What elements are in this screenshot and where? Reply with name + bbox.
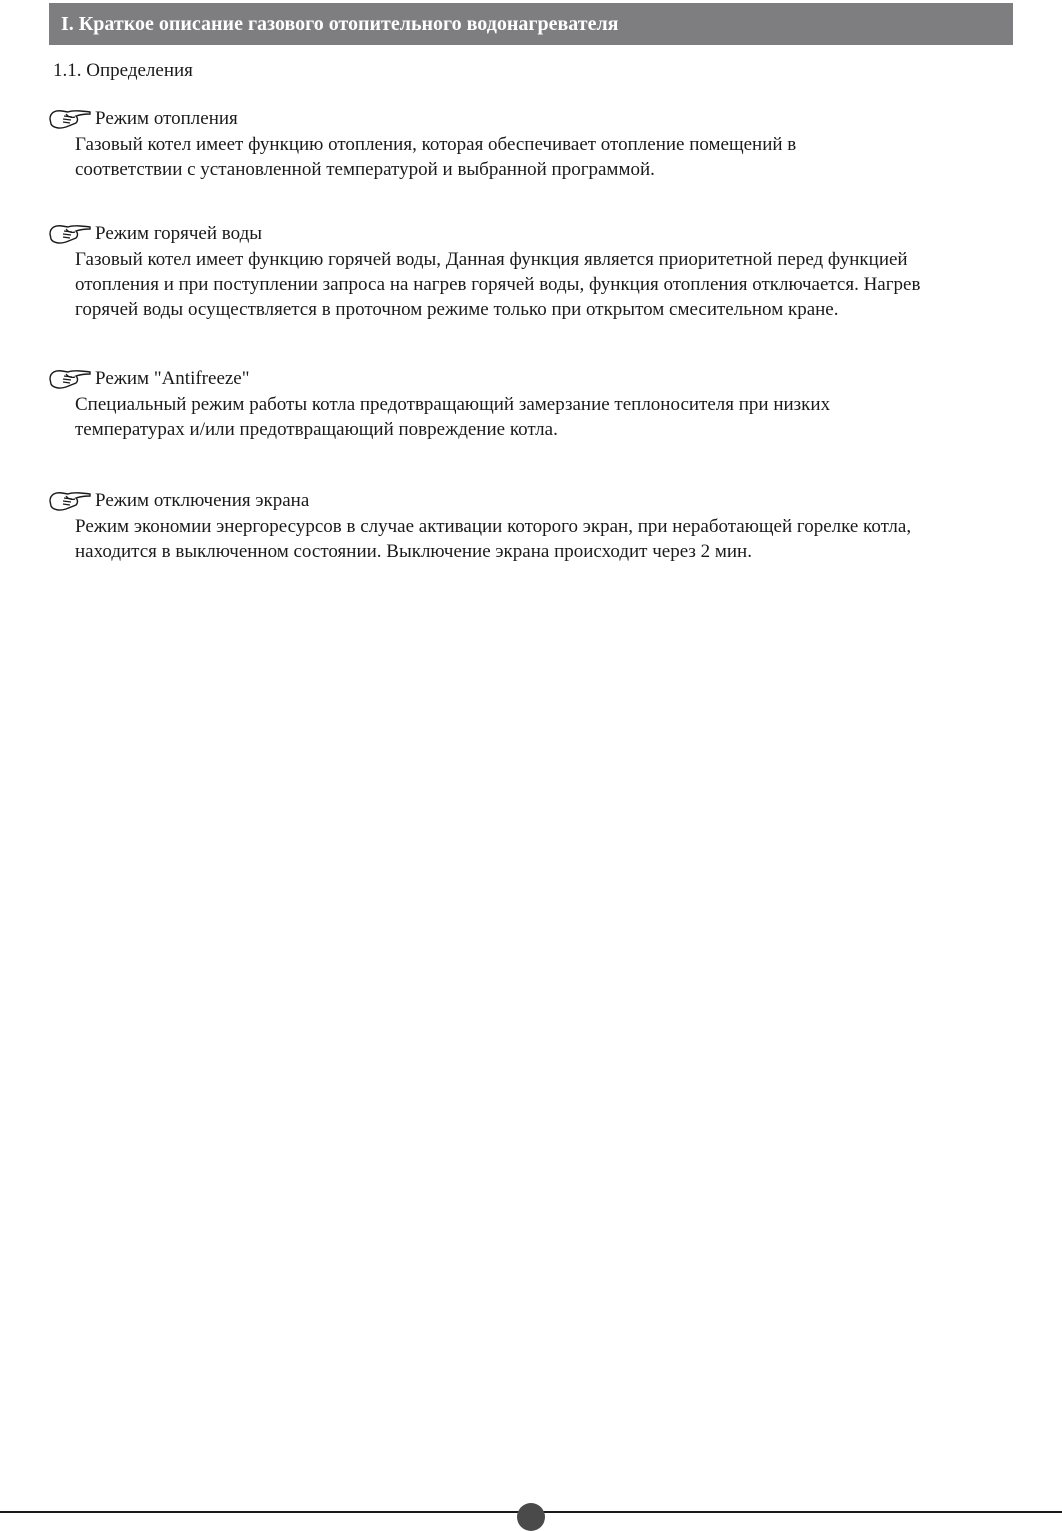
section-title: Режим горячей воды [95,223,263,244]
section-body: Режим экономии энергоресурсов в случае активации которого экран, при неработающей горелке котла, находится в выключенном состоянии. Выключение экрана происходит через 2 мин. [75,516,912,562]
section-header-title: I. Краткое описание газового отопительного водонагревателя [61,12,619,35]
section-screen-off-mode [48,489,1018,564]
section-title-row [48,107,1018,131]
section-body: Газовый котел имеет функцию горячей воды, Данная функция является приоритетной перед функцией отопления и при поступлении запроса на нагрев горячей воды, функция отопления отключается. Нагрев горячей воды осуществляется в проточном режиме только при открытом смесительном кране. [75,249,921,320]
pointing-hand-icon [48,108,92,130]
section-body: Газовый котел имеет функцию отопления, которая обеспечивает отопление помещений в соответствии с установленной температурой и выбранной программой. [75,134,797,180]
pointing-hand-icon [48,223,92,245]
pointing-hand-icon [48,490,92,512]
section-hot-water-mode [48,222,1018,322]
section-title-row [48,367,1018,391]
page-number-badge [517,1503,545,1531]
section-title: Режим отключения экрана [95,490,310,511]
section-body: Специальный режим работы котла предотвращающий замерзание теплоносителя при низких температурах и/или предотвращающий повреждение котла. [75,394,831,440]
section-header-banner [49,3,1013,45]
section-antifreeze-mode [48,367,1018,442]
subheading: 1.1. Определения [53,60,193,81]
section-title: Режим отопления [95,108,238,129]
section-heating-mode [48,107,1018,182]
section-title-row [48,222,1018,246]
section-title: Режим "Antifreeze" [95,368,250,389]
pointing-hand-icon [48,368,92,390]
section-title-row [48,489,1018,513]
